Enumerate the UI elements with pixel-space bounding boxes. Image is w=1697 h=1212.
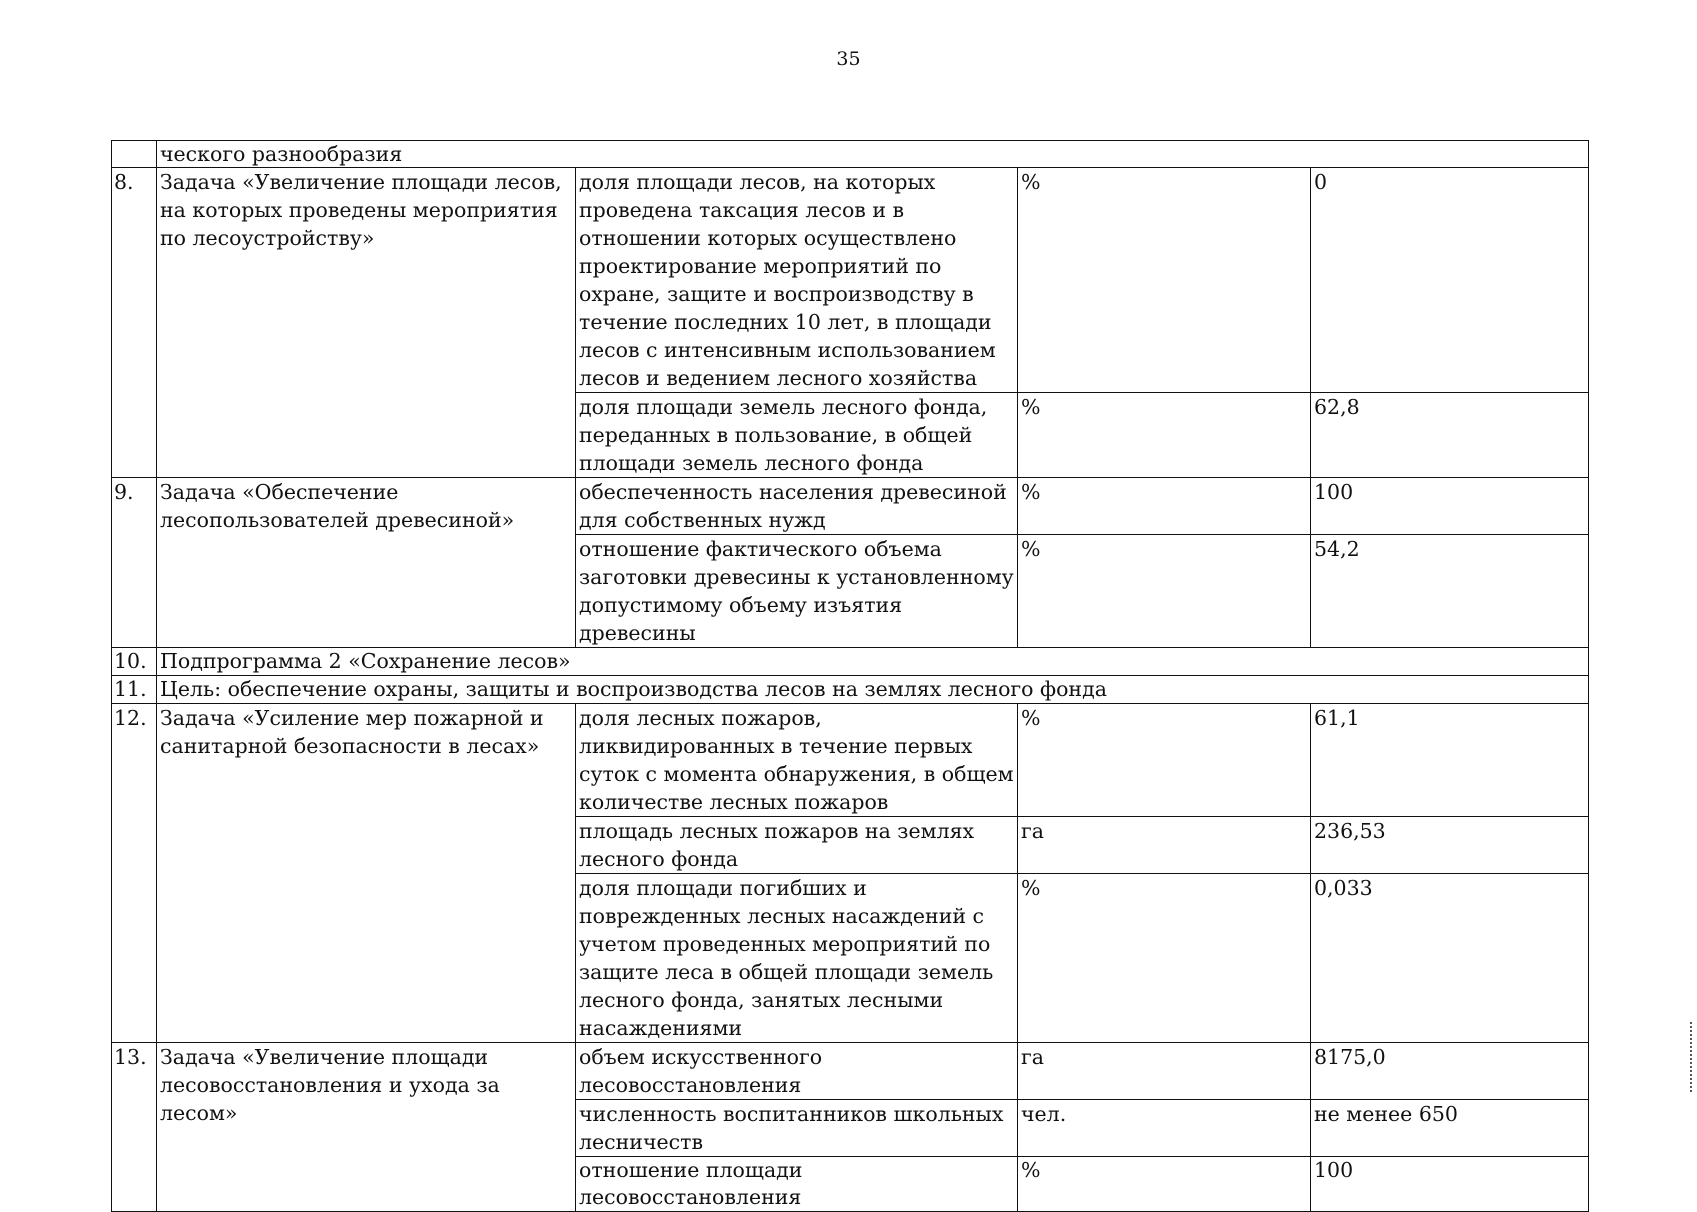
value-cell: 0 [1311,168,1589,393]
indicator-cell: отношение фактического объема заготовки древесины к установленному допустимому объему изъятия древесины [576,535,1018,648]
row-number: 12. [112,704,157,1043]
task-cell: Задача «Усиление мер пожарной и санитарной безопасности в лесах» [157,704,576,1043]
subprogram-title: Подпрограмма 2 «Сохранение лесов» [157,648,1589,676]
unit-cell: % [1018,393,1311,478]
task-cell: Задача «Увеличение площади лесовосстановления и ухода за лесом» [157,1043,576,1212]
indicator-cell: отношение площади лесовосстановления [576,1157,1018,1212]
value-cell: 54,2 [1311,535,1589,648]
indicator-cell: обеспеченность населения древесиной для собственных нужд [576,478,1018,535]
table-row [112,704,1589,817]
scan-edge-marks [1690,1022,1694,1092]
unit-cell: % [1018,535,1311,648]
task-cell: Задача «Обеспечение лесопользователей древесиной» [157,478,576,648]
indicators-table [111,140,1589,1212]
indicator-cell: площадь лесных пожаров на землях лесного фонда [576,817,1018,874]
table-row-section [112,676,1589,704]
value-cell: 62,8 [1311,393,1589,478]
value-cell: 61,1 [1311,704,1589,817]
indicator-cell: доля площади погибших и поврежденных лесных насаждений с учетом проведенных мероприятий по защите леса в общей площади земель лесного фонда, занятых лесными насаждениями [576,874,1018,1043]
row-number: 13. [112,1043,157,1212]
task-cell: Задача «Увеличение площади лесов, на которых проведены мероприятия по лесоустройству» [157,168,576,478]
unit-cell: % [1018,1157,1311,1212]
unit-cell: га [1018,817,1311,874]
goal-text: Цель: обеспечение охраны, защиты и воспроизводства лесов на землях лесного фонда [157,676,1589,704]
unit-cell: га [1018,1043,1311,1100]
unit-cell: % [1018,704,1311,817]
table-row [112,478,1589,535]
value-cell: 100 [1311,478,1589,535]
value-cell: 0,033 [1311,874,1589,1043]
table-row [112,1043,1589,1100]
table-row-section [112,648,1589,676]
indicator-cell: доля площади лесов, на которых проведена таксация лесов и в отношении которых осуществлено проектирование мероприятий по охране, защите и воспроизводству в течение последних 10 лет, в площади лесов с интенсивным использованием лесов и ведением лесного хозяйства [576,168,1018,393]
unit-cell: чел. [1018,1100,1311,1157]
row-number: 8. [112,168,157,478]
value-cell: не менее 650 [1311,1100,1589,1157]
indicator-cell: доля лесных пожаров, ликвидированных в течение первых суток с момента обнаружения, в общем количестве лесных пожаров [576,704,1018,817]
page-number: 35 [836,48,861,70]
unit-cell: % [1018,874,1311,1043]
unit-cell: % [1018,168,1311,393]
table-row [112,168,1589,393]
row-number: 11. [112,676,157,704]
row-number-cell [112,141,157,168]
continuation-text: ческого разнообразия [157,141,1589,168]
indicator-cell: доля площади земель лесного фонда, переданных в пользование, в общей площади земель лесного фонда [576,393,1018,478]
row-number: 9. [112,478,157,648]
value-cell: 100 [1311,1157,1589,1212]
unit-cell: % [1018,478,1311,535]
value-cell: 236,53 [1311,817,1589,874]
indicator-cell: численность воспитанников школьных лесничеств [576,1100,1018,1157]
table-row-continuation [112,141,1589,168]
row-number: 10. [112,648,157,676]
value-cell: 8175,0 [1311,1043,1589,1100]
indicator-cell: объем искусственного лесовосстановления [576,1043,1018,1100]
